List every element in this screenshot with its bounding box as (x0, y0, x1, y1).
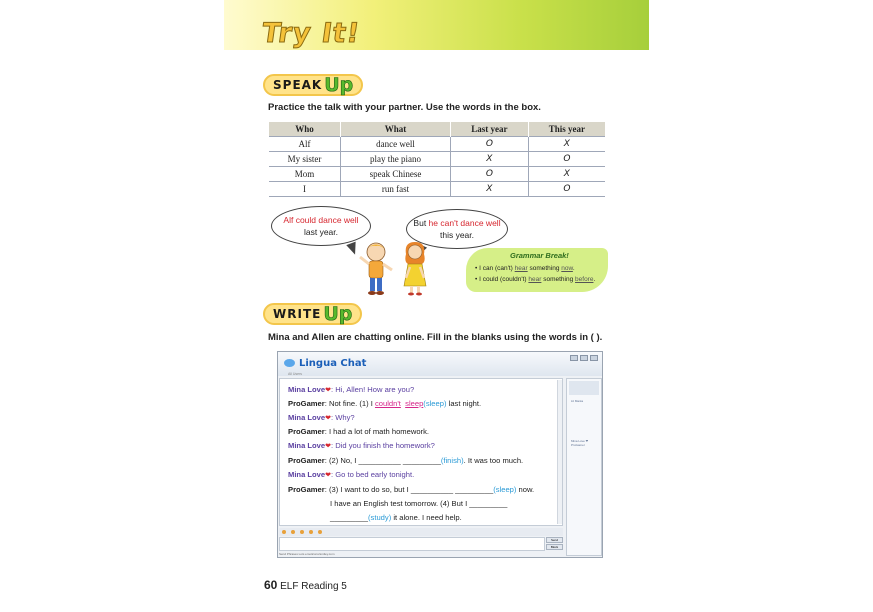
chat-message (288, 470, 414, 479)
grammar-line-1: • I can (can't) hear something now. (475, 265, 575, 272)
chat-message (330, 499, 507, 508)
table-cell: X (451, 151, 529, 166)
grammar-line-2: • I could (couldn't) hear something before. (475, 276, 596, 283)
write-instruction: Mina and Allen are chatting online. Fill in the blanks using the words in ( ). (268, 332, 603, 343)
hint-text: (sleep) (493, 485, 517, 494)
grammar-line-1-verb: hear (514, 265, 528, 272)
message-text: : Why? (331, 413, 355, 422)
message-author: ProGamer (288, 456, 325, 465)
grammar-line-1-time: now (561, 265, 573, 272)
table-cell: X (528, 166, 605, 181)
book-title: ELF Reading 5 (280, 581, 347, 592)
chat-message (288, 413, 355, 422)
chat-input[interactable] (279, 537, 545, 551)
bubble-right-rest: this year. (439, 230, 475, 241)
speak-badge-word: SPEAK (273, 78, 323, 92)
chat-message (288, 485, 534, 494)
chat-titlebar (278, 352, 602, 376)
table-row (269, 151, 605, 166)
table-cell: I (269, 181, 340, 196)
message-text: I have an English test tomorrow. (4) But I _________ (330, 499, 508, 508)
chat-log (279, 378, 563, 526)
table-header: Last year (451, 122, 529, 136)
maximize-icon[interactable] (580, 355, 588, 361)
chat-message (288, 427, 429, 436)
sidebar-contacts: Mina Love ❤ ProGamer (571, 439, 589, 447)
write-badge-up: Up (323, 302, 353, 325)
speak-badge-up: Up (324, 73, 354, 96)
table-row (269, 166, 605, 181)
chat-message (330, 513, 462, 522)
bubble-left-red: Alf could dance well (283, 215, 359, 225)
grammar-line-2-time: before (575, 276, 594, 283)
message-text: : I had a lot of math homework. (324, 427, 429, 436)
table-cell: run fast (340, 181, 450, 196)
table-header-row (269, 122, 605, 136)
chat-message (288, 441, 435, 450)
chat-sidebar (566, 378, 602, 556)
heart-icon: ❤ (325, 415, 332, 422)
message-author: ProGamer (288, 399, 325, 408)
message-author: ProGamer (288, 427, 325, 436)
message-text: _________ (330, 513, 369, 522)
chat-scrollbar[interactable] (557, 380, 562, 524)
emoticon-icon[interactable] (309, 530, 313, 534)
table-cell: O (451, 166, 529, 181)
message-author: ProGamer (288, 485, 325, 494)
chat-app-logo (284, 358, 366, 369)
page-number: 60 (264, 578, 278, 592)
table-cell: play the piano (340, 151, 450, 166)
message-tail: now. (516, 485, 535, 494)
answer-text: sleep (405, 399, 424, 408)
table-cell: X (528, 136, 605, 151)
chat-buttons (546, 537, 563, 551)
emoticon-icon[interactable] (291, 530, 295, 534)
message-text: : (2) No, I __________ _________ (324, 456, 441, 465)
message-text: : Go to bed early tonight. (331, 470, 415, 479)
message-tail: last night. (446, 399, 482, 408)
window-controls (570, 355, 598, 361)
bubble-right-red: he can't dance well (428, 218, 501, 228)
chat-status-bar: Send Phrases Lots emoticons/smiley.com (279, 552, 335, 556)
sidebar-tab[interactable] (569, 381, 599, 395)
table-cell: Alf (269, 136, 340, 151)
chat-app-title: Lingua Chat (299, 358, 367, 369)
table-header: Who (269, 122, 340, 136)
chat-message (288, 399, 481, 408)
close-icon[interactable] (590, 355, 598, 361)
message-text: : Not fine. (1) I (324, 399, 375, 408)
chat-window (277, 351, 603, 558)
grammar-line-2-mid: something (543, 276, 574, 283)
write-up-badge (263, 303, 362, 325)
chat-message (288, 456, 523, 465)
message-author: Mina Love (288, 385, 326, 394)
page-title: Try It! (259, 18, 363, 49)
message-tail: . It was too much. (463, 456, 524, 465)
emoticon-icon[interactable] (300, 530, 304, 534)
hint-text: (study) (368, 513, 392, 522)
emoticon-icon[interactable] (282, 530, 286, 534)
table-cell: O (528, 151, 605, 166)
sidebar-name: Lli Mania (571, 399, 584, 403)
block-button[interactable]: Block (546, 544, 563, 550)
minimize-icon[interactable] (570, 355, 578, 361)
grammar-line-1-mid: something (529, 265, 560, 272)
table-cell: My sister (269, 151, 340, 166)
hint-text: (finish) (440, 456, 464, 465)
chat-app-sub: All Users (288, 372, 303, 376)
speak-up-badge (263, 74, 363, 96)
message-tail: it alone. I need help. (391, 513, 462, 522)
speak-instruction: Practice the talk with your partner. Use the words in the box. (268, 102, 541, 113)
bubble-left-rest: last year. (303, 227, 339, 238)
message-text: : Did you finish the homework? (331, 441, 435, 450)
grammar-title: Grammar Break! (510, 251, 569, 260)
table-header: What (340, 122, 450, 136)
table-cell: O (451, 136, 529, 151)
table-row (269, 136, 605, 151)
word-table (269, 122, 605, 197)
hint-text: (sleep) (423, 399, 447, 408)
message-text: : Hi, Allen! How are you? (331, 385, 415, 394)
bubble-right-plain: But (413, 218, 429, 228)
grammar-line-2-prefix: • I could (couldn't) (475, 276, 527, 283)
send-button[interactable]: Send (546, 537, 563, 543)
table-cell: speak Chinese (340, 166, 450, 181)
heart-icon: ❤ (325, 443, 332, 450)
table-row (269, 181, 605, 196)
boy-illustration (354, 240, 400, 296)
answer-text: couldn't (374, 399, 401, 408)
message-author: Mina Love (288, 470, 326, 479)
emoticon-icon[interactable] (318, 530, 322, 534)
chat-toolbar (279, 528, 563, 536)
heart-icon: ❤ (325, 387, 332, 394)
message-author: Mina Love (288, 441, 326, 450)
table-cell: X (451, 181, 529, 196)
chat-bubble-icon (284, 359, 295, 367)
table-cell: dance well (340, 136, 450, 151)
page-footer (264, 578, 347, 592)
table-cell: O (528, 181, 605, 196)
grammar-line-1-prefix: • I can (can't) (475, 265, 513, 272)
table-header: This year (528, 122, 605, 136)
grammar-line-2-verb: hear (528, 276, 542, 283)
table-cell: Mom (269, 166, 340, 181)
write-badge-word: WRITE (273, 307, 322, 321)
chat-message (288, 385, 414, 394)
message-text: : (3) I want to do so, but I __________ _________ (324, 485, 494, 494)
heart-icon: ❤ (325, 472, 332, 479)
girl-illustration (398, 240, 432, 296)
message-author: Mina Love (288, 413, 326, 422)
